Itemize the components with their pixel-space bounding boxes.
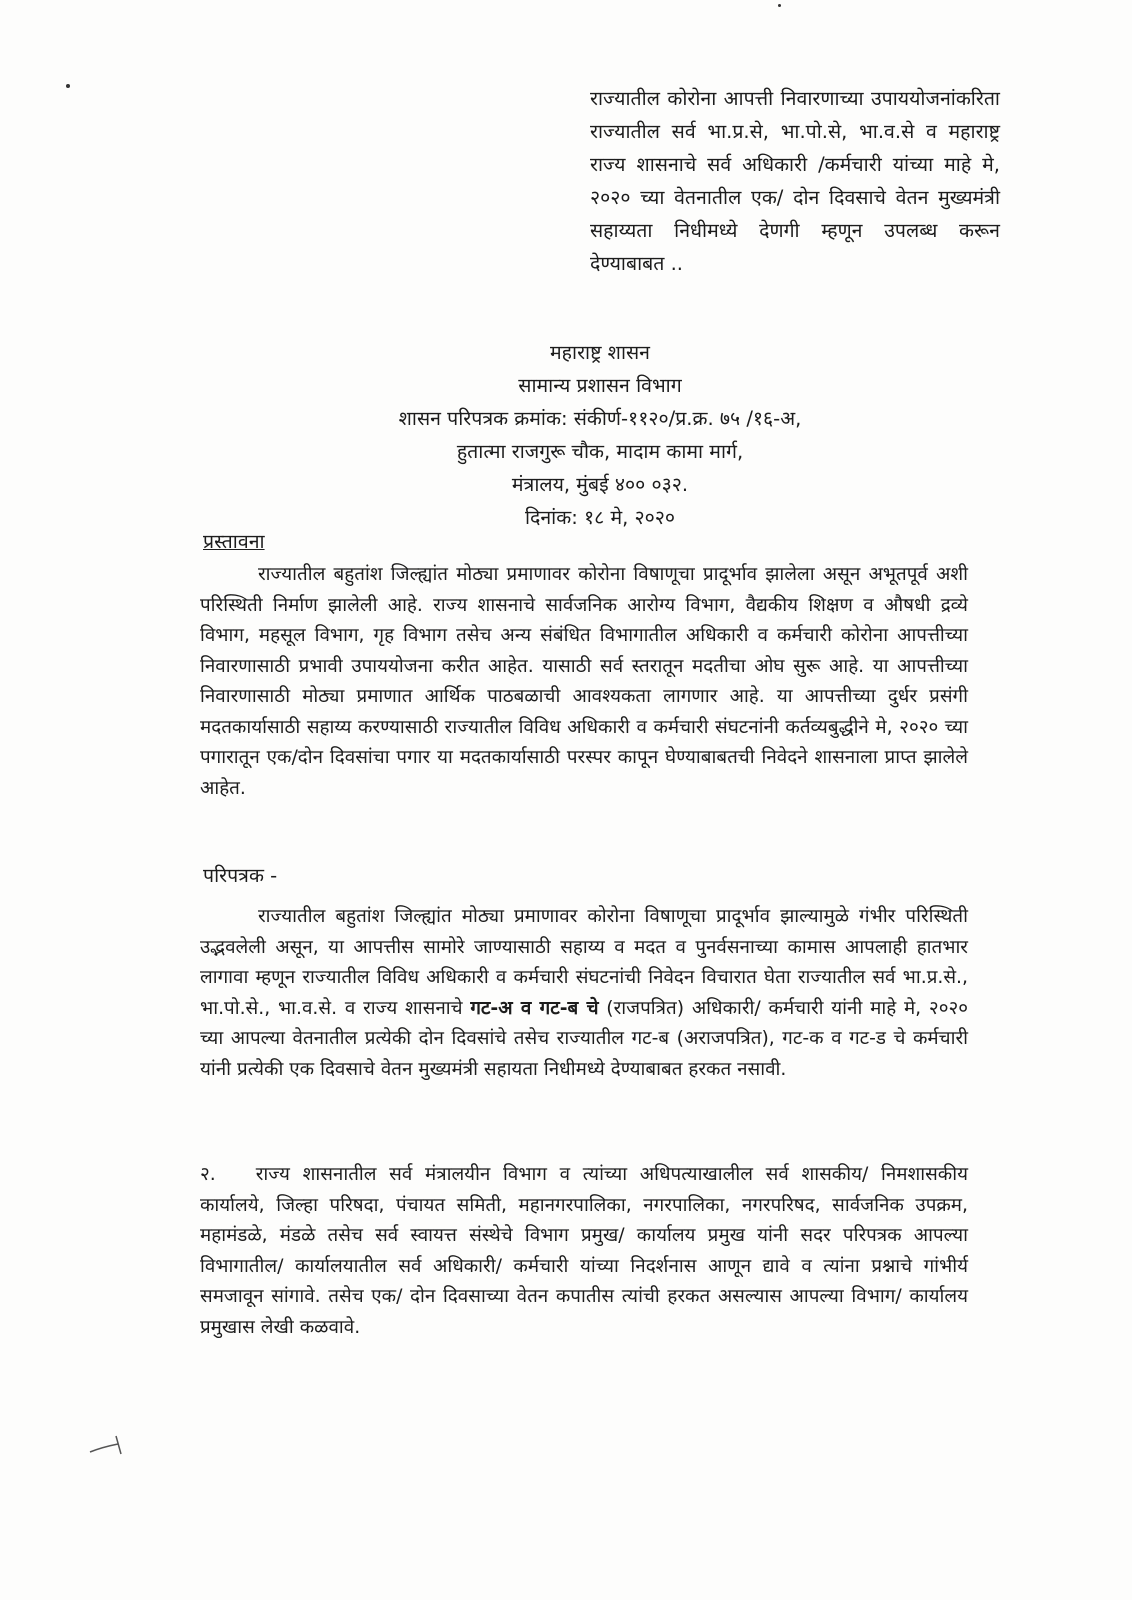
scan-speck — [778, 4, 781, 7]
circular-number: शासन परिपत्रक क्रमांक: संकीर्ण-११२०/प्र.क्र. ७५ /१६-अ, — [398, 407, 802, 430]
department-name: सामान्य प्रशासन विभाग — [518, 374, 682, 397]
group-emphasis: गट-अ व गट-ब चे — [470, 997, 599, 1019]
preamble-heading: प्रस्तावना — [203, 530, 265, 553]
circular-paragraph-text: राज्य शासनातील सर्व मंत्रालयीन विभाग व त्यांच्या अधिपत्याखालील सर्व शासकीय/ निमशासकीय कार्यालये, जिल्हा परिषदा, पंचायत समिती, महानगरपालिका, नगरपालिका, नगरपरिषद, सार्वजनिक उपक्रम, महामंडळे, मंडळे तसेच सर्व स्वायत्त संस्थेचे विभाग प्रमुख/ कार्यालय प्रमुख यांनी सदर परिपत्रक आपल्या विभागातील/ कार्यालयातील सर्व अधिकारी/ कर्मचारी यांच्या निदर्शनास आणून द्यावे व त्यांना प्रश्नाचे गांभीर्य समजावून सांगावे. तसेच एक/ दोन दिवसाच्या वेतन कपातीस त्यांची हरकत असल्यास आपल्या विभाग/ कार्यालय प्रमुखास लेखी कळवावे. — [200, 1164, 968, 1338]
subject-block: राज्यातील कोरोना आपत्ती निवारणाच्या उपाययोजनांकरिता राज्यातील सर्व भा.प्र.से, भा.पो.से, भा.व.से व महाराष्ट्र राज्य शासनाचे सर्व अधिकारी /कर्मचारी यांच्या माहे मे, २०२० च्या वेतनातील एक/ दोन दिवसाचे वेतन मुख्यमंत्री सहाय्यता निधीमध्ये देणगी म्हणून उपलब्ध करून देण्याबाबत .. — [590, 87, 1000, 275]
circular-paragraph-1 — [200, 902, 968, 1085]
circular-paragraph-text: राज्यातील बहुतांश जिल्ह्यांत मोठ्या प्रमाणावर कोरोना विषाणूचा प्रादूर्भाव झाल्यामुळे गंभीर परिस्थिती उद्भवलेली असून, या आपत्तीस सामोरे जाण्यासाठी सहाय्य व मदत व पुनर्वसनाच्या कामास आपलाही हातभार लागावा म्हणून राज्यातील विविध अधिकारी व कर्मचारी संघटनांची निवेदन विचारात घेता राज्यातील सर्व भा.प्र.से., भा.पो.से., भा.व.से. व राज्य शासनाचे — [200, 906, 968, 1019]
address-line: मंत्रालय, मुंबई ४०० ०३२. — [511, 473, 689, 496]
pen-mark — [88, 1432, 132, 1458]
circular-date: दिनांक: १८ मे, २०२० — [524, 506, 676, 529]
circular-paragraph-2 — [200, 1160, 968, 1343]
scan-speck — [66, 84, 70, 88]
preamble-text: राज्यातील बहुतांश जिल्ह्यांत मोठ्या प्रमाणावर कोरोना विषाणूचा प्रादूर्भाव झालेला असून अभूतपूर्व अशी परिस्थिती निर्माण झालेली आहे. राज्य शासनाचे सार्वजनिक आरोग्य विभाग, वैद्यकीय शिक्षण व औषधी द्रव्ये विभाग, महसूल विभाग, गृह विभाग तसेच अन्य संबंधित विभागातील अधिकारी व कर्मचारी कोरोना आपत्तीच्या निवारणासाठी प्रभावी उपाययोजना करीत आहेत. यासाठी सर्व स्तरातून मदतीचा ओघ सुरू आहे. या आपत्तीच्या निवारणासाठी मोठ्या प्रमाणात आर्थिक पाठबळाची आवश्यकता लागणार आहे. या आपत्तीच्या दुर्धर प्रसंगी मदतकार्यासाठी सहाय्य करण्यासाठी राज्यातील विविध अधिकारी व कर्मचारी संघटनांनी कर्तव्यबुद्धीने मे, २०२० च्या पगारातून एक/दोन दिवसांचा पगार या मदतकार्यासाठी परस्पर कापून घेण्याबाबतची निवेदने शासनाला प्राप्त झालेले आहेत. — [200, 564, 968, 799]
letterhead — [250, 336, 950, 534]
circular-paragraph-text: (राजपत्रित) अधिकारी/ कर्मचारी यांनी माहे मे, २०२० च्या आपल्या वेतनातील प्रत्येकी दोन दिवसांचे तसेच राज्यातील गट-ब (अराजपत्रित), गट-क व गट-ड चे कर्मचारी यांनी प्रत्येकी एक दिवसाचे वेतन मुख्यमंत्री सहायता निधीमध्ये देण्याबाबत हरकत नसावी. — [200, 997, 968, 1080]
preamble-paragraph — [200, 560, 968, 804]
paragraph-number: २. — [200, 1164, 216, 1185]
circular-heading: परिपत्रक - — [203, 864, 278, 887]
government-name: महाराष्ट्र शासन — [550, 341, 650, 364]
address-line: हुतात्मा राजगुरू चौक, मादाम कामा मार्ग, — [456, 440, 744, 463]
